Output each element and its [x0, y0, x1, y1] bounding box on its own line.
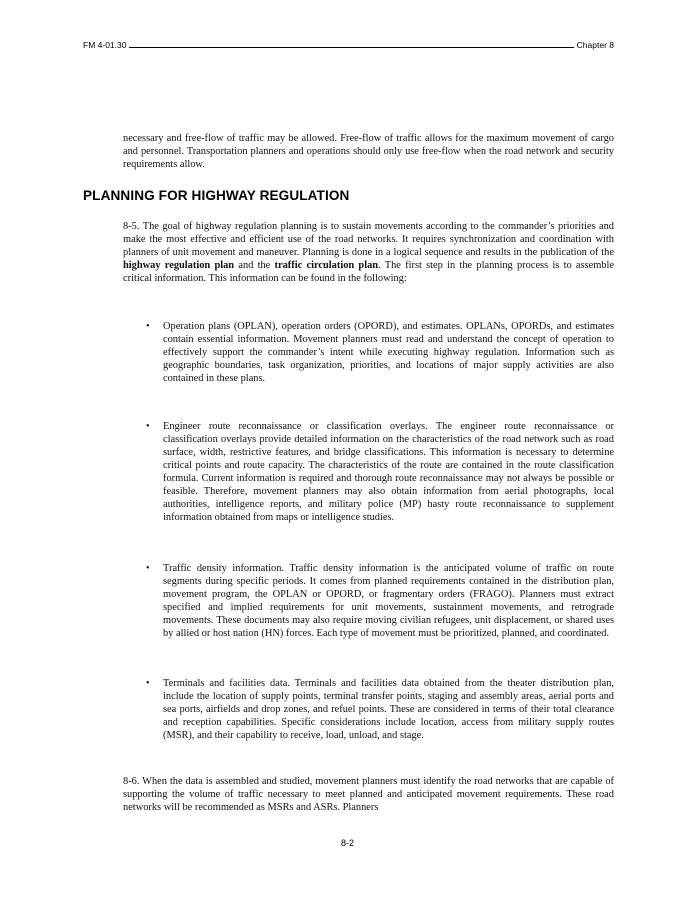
page-number: 8-2 — [340, 838, 354, 848]
paragraph-8-5-text-e: . The first step in the planning process is to assemble critical information. This information can be found in the following: — [123, 260, 614, 284]
paragraph-8-5-text-c: and the — [234, 260, 275, 271]
page-header — [83, 40, 614, 50]
bullet-text: Engineer route reconnaissance or classification overlays. The engineer route reconnaissance or classification overlays provide detailed information on the characteristics of the road network such as road surface, width, restrictive features, and bridge classifications. This information is necessary to determine critical points and route capacity. The characteristics of the route are contained in the route classification formula. Current information is required and thorough route reconnaissance may not always be possible or feasible. Therefore, movement planners may also obtain information from aerial photographs, local authorities, intelligence reports, and military police (MP) hasty route reconnaissance to supplement information obtained from maps or intelligence studies. — [163, 421, 614, 523]
bullet-icon: • — [146, 421, 150, 432]
bullet-icon: • — [146, 678, 150, 689]
bullet-text: Operation plans (OPLAN), operation orders (OPORD), and estimates. OPLANs, OPORDs, and estimates contain essential information. Movement planners must read and understand the concept of operation to effectively support the commander’s intent while executing highway regulation. Information such as geographic boundaries, task organization, priorities, and locations of major supply activities are also contained in these plans. — [163, 321, 614, 384]
paragraph-8-5-text-a: 8-5. The goal of highway regulation planning is to sustain movements according to the commander’s priorities and make the most effective and efficient use of the road networks. It requires synchronization and coordination with planners of unit movement and maneuver. Planning is done in a logical sequence and results in the publication of the — [123, 221, 614, 258]
bullet-icon: • — [146, 321, 150, 332]
paragraph-8-6: 8-6. When the data is assembled and studied, movement planners must identify the road networks that are capable of supporting the volume of traffic necessary to meet planned and anticipated movement requirements. These road networks will be recommended as MSRs and ASRs. Planners — [123, 776, 614, 813]
bullet-item-route-reconnaissance — [146, 420, 614, 524]
highway-regulation-plan-term: highway regulation plan — [123, 260, 235, 271]
section-heading: PLANNING FOR HIGHWAY REGULATION — [83, 188, 350, 203]
bullet-icon: • — [146, 563, 150, 574]
header-manual-id: FM 4-01.30 — [83, 40, 127, 50]
header-rule — [129, 47, 573, 48]
paragraph-8-5 — [123, 220, 614, 285]
bullet-item-terminals — [146, 677, 614, 742]
bullet-item-oplan — [146, 320, 614, 385]
bullet-item-traffic-density — [146, 562, 614, 640]
traffic-circulation-plan-term: traffic circulation plan — [274, 260, 379, 271]
bullet-text: Terminals and facilities data. Terminals and facilities data obtained from the theater distribution plan, include the location of supply points, terminal transfer points, staging and assembly areas, aerial ports and sea ports, airfields and drop zones, and refuel points. These are considered in terms of their total clearance and reception capabilities. Specific considerations include location, access from military supply routes (MSR), and their capability to receive, load, unload, and stage. — [163, 678, 614, 741]
bullet-text: Traffic density information. Traffic density information is the anticipated volume of traffic on route segments during specific periods. It comes from planned requirements contained in the distribution plan, movement program, the OPLAN or OPORD, or fragmentary orders (FRAGO). Planners must extract specified and implied requirements for unit movements, sustainment movements, and retrograde movements. These documents may also require moving civilian refugees, unit displacement, or shared uses by allied or host nation (HN) forces. Each type of movement must be prioritized, planned, and coordinated. — [163, 563, 614, 639]
header-chapter: Chapter 8 — [576, 40, 614, 50]
intro-paragraph: necessary and free-flow of traffic may be allowed. Free-flow of traffic allows for the maximum movement of cargo and personnel. Transportation planners and operations should only use free-flow when the road network and security requirements allow. — [123, 133, 614, 170]
